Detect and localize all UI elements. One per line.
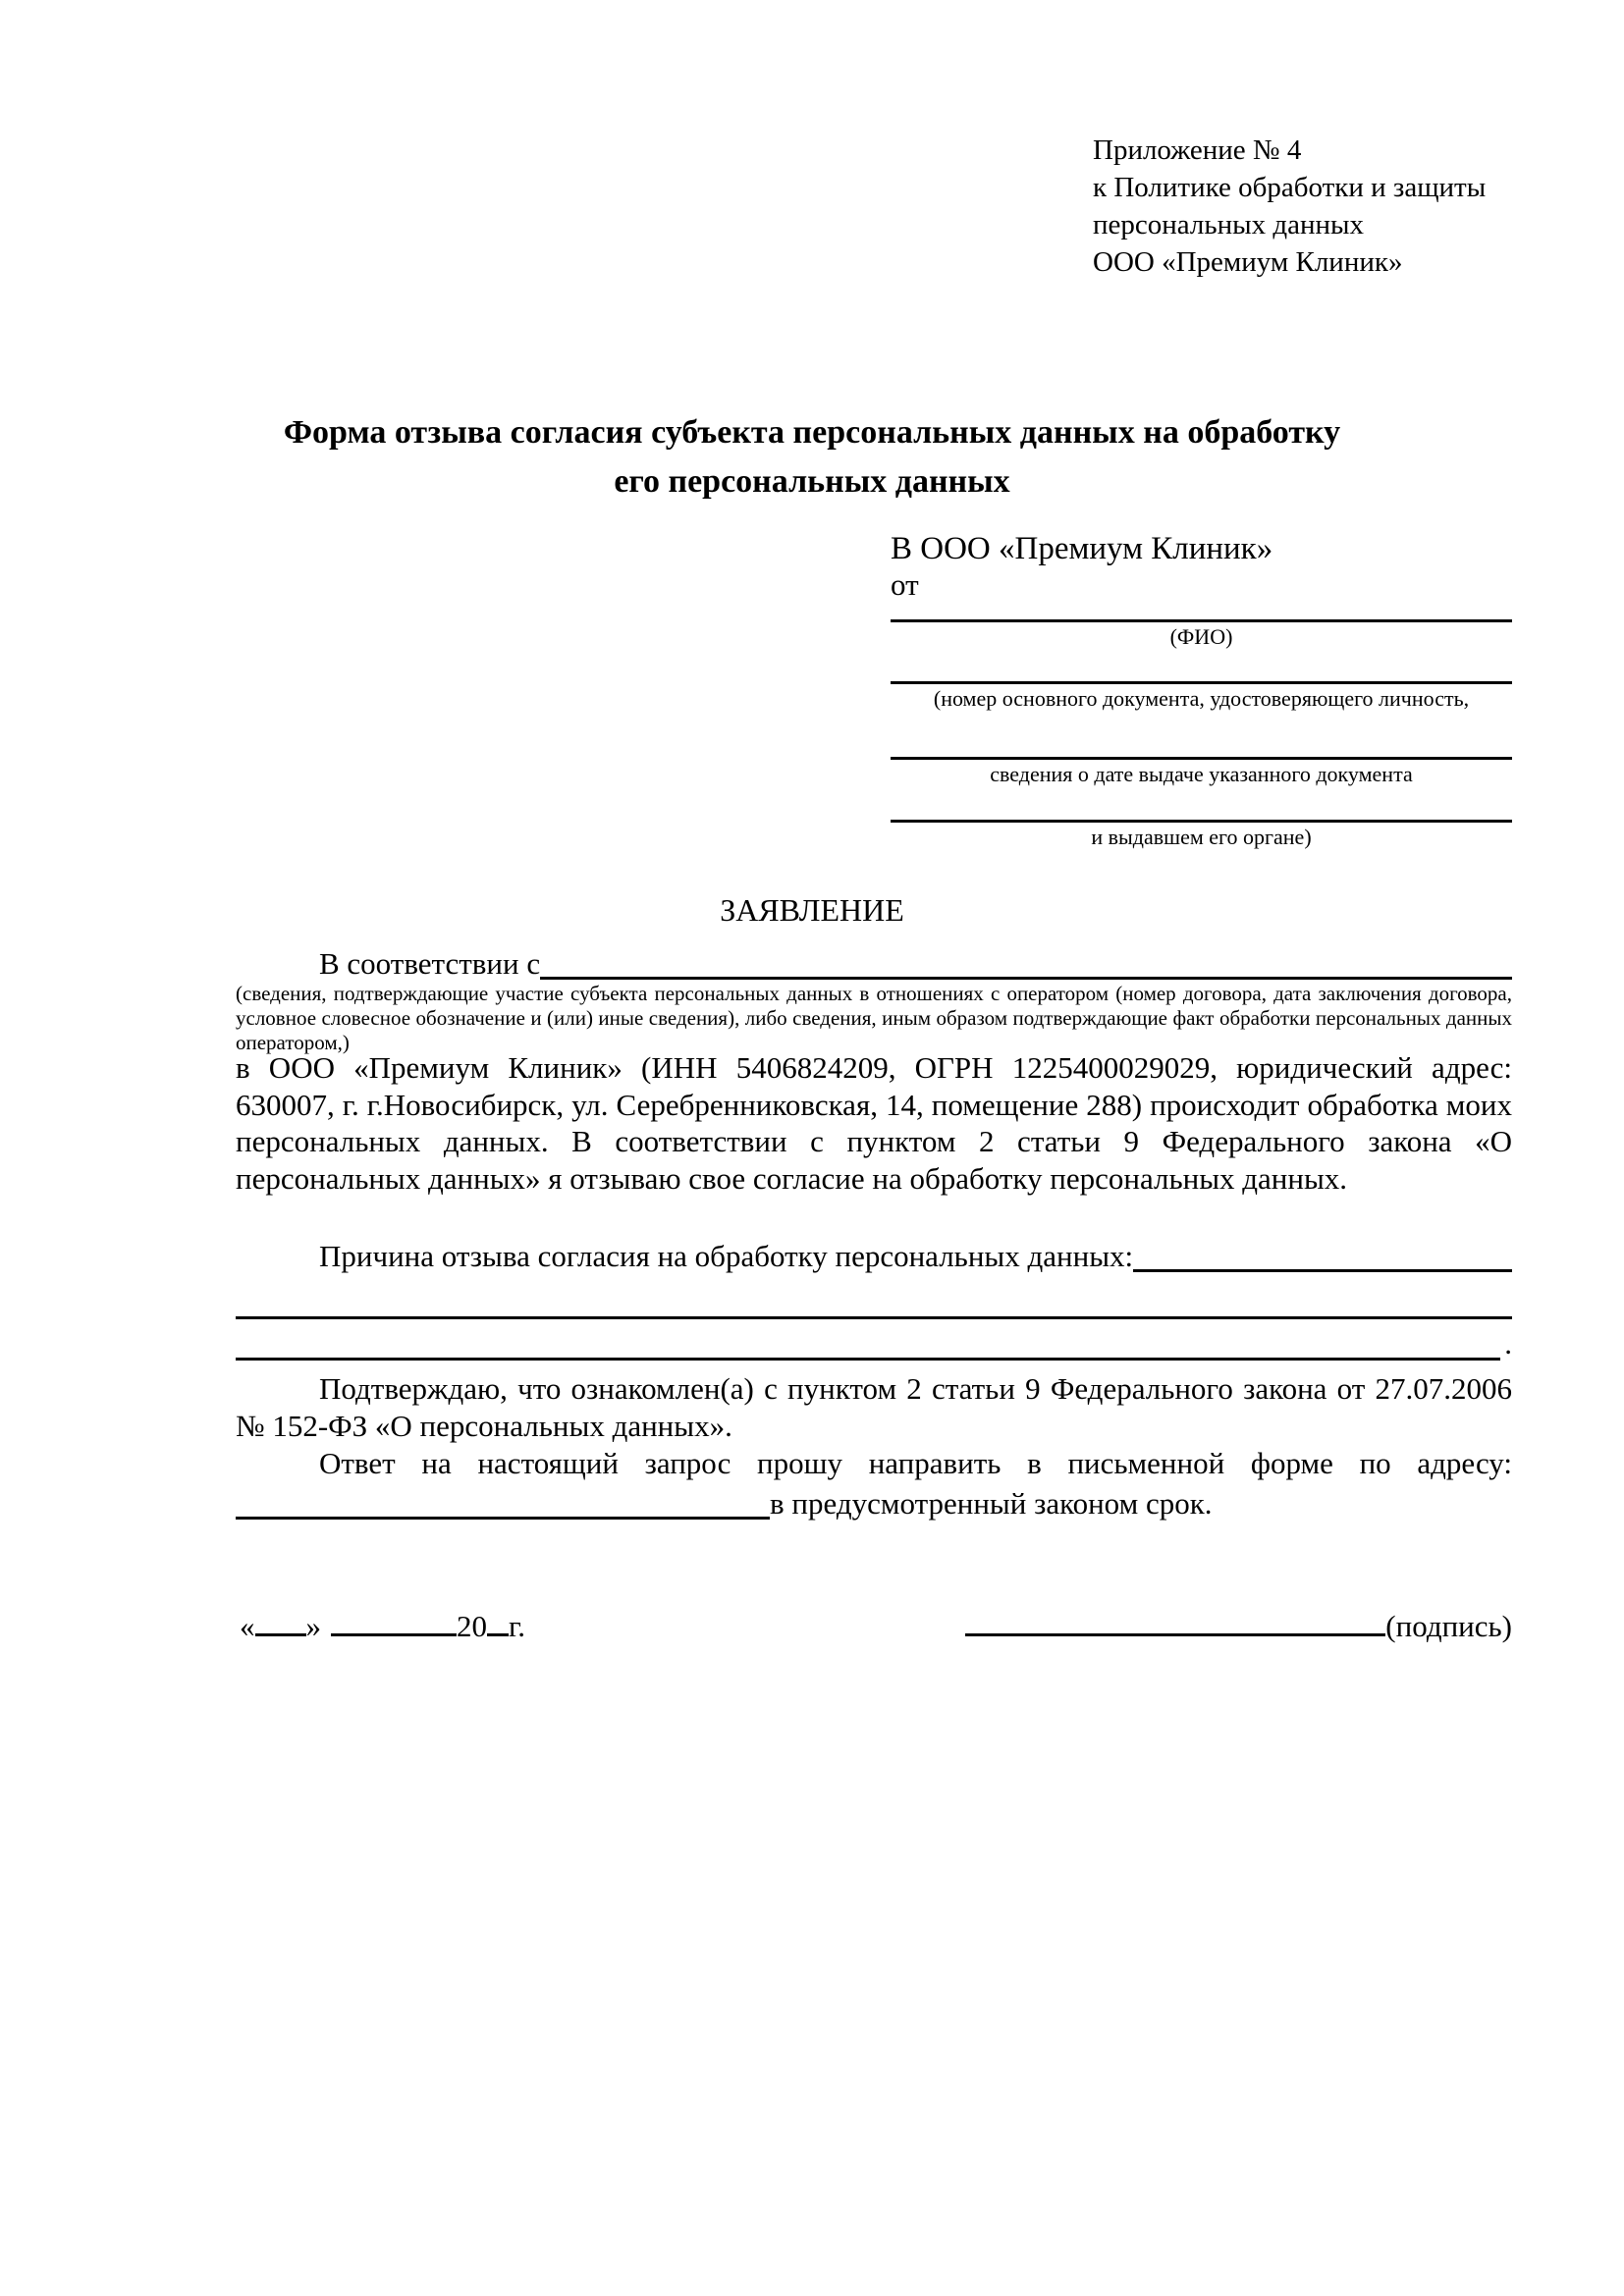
accordance-row — [236, 944, 1512, 984]
year-blank — [487, 1604, 509, 1636]
reply-tail: в предусмотренный законом срок. — [770, 1486, 1213, 1521]
write-in-line-2 — [236, 1327, 1512, 1361]
page-title — [0, 408, 1624, 507]
appendix-line: Приложение № 4 — [1093, 134, 1302, 166]
day-blank — [255, 1604, 306, 1636]
page-title-line: его персональных данных — [614, 463, 1010, 500]
addressee-block — [891, 531, 1512, 849]
statement-heading: ЗАЯВЛЕНИЕ — [720, 892, 904, 928]
signature-blank — [965, 1604, 1385, 1636]
quote-close: » — [305, 1609, 321, 1643]
page-title-line: Форма отзыва согласия субъекта персональных данных на обработку — [283, 414, 1341, 451]
reply-address-row — [236, 1484, 1512, 1523]
quote-open: « — [240, 1609, 255, 1643]
appendix-block — [1093, 132, 1486, 281]
century: 20 — [457, 1609, 487, 1643]
appendix-line: ООО «Премиум Клиник» — [1093, 246, 1403, 278]
reason-blank-line — [1133, 1269, 1512, 1272]
reason-row — [236, 1237, 1512, 1276]
line-terminator: . — [1504, 1326, 1512, 1361]
small-print-note: (сведения, подтверждающие участие субъекта персональных данных в отношениях с оператором (номер договора, дата заключения договора, условное словесное обозначение и (или) иные сведения), либо сведения, иным образом подтверждающие факт обработки персональных данных оператором,) — [236, 982, 1512, 1054]
reply-address-blank — [236, 1517, 770, 1520]
appendix-line: персональных данных — [1093, 209, 1365, 240]
write-in-blank — [236, 1286, 1512, 1319]
appendix-line: к Политике обработки и защиты — [1093, 172, 1487, 203]
signature-line — [965, 1604, 1512, 1645]
fio-caption: (ФИО) — [1169, 624, 1233, 649]
issuing-authority-caption: и выдавшем его органе) — [1091, 825, 1312, 849]
reply-paragraph: Ответ на настоящий запрос прошу направить в письменной форме по адресу: — [319, 1446, 1512, 1480]
body-paragraph: в ООО «Премиум Клиник» (ИНН 5406824209, ОГРН 1225400029029, юридический адрес: 630007, г. г.Новосибирск, ул. Серебренниковская, 14, помещение 288) происходит обработка моих персональных данных. В соответствии с пунктом 2 статьи 9 Федерального закона «О персональных данных» я отзываю свое согласие на обработку персональных данных. — [236, 1050, 1512, 1196]
signature-caption: (подпись) — [1385, 1609, 1512, 1643]
write-in-line-1 — [236, 1286, 1512, 1319]
month-blank — [331, 1604, 457, 1636]
confirm-paragraph: Подтверждаю, что ознакомлен(а) с пунктом 2 статьи 9 Федерального закона от 27.07.2006 № 152-ФЗ «О персональных данных». — [236, 1371, 1512, 1443]
year-suffix: г. — [509, 1609, 525, 1643]
date-line — [236, 1604, 525, 1645]
write-in-blank — [236, 1358, 1500, 1361]
issue-date-caption: сведения о дате выдаче указанного документа — [990, 762, 1413, 786]
accordance-blank-line — [540, 977, 1512, 980]
addressee-from-label: от — [891, 567, 919, 602]
doc-number-caption: (номер основного документа, удостоверяющего личность, — [933, 686, 1470, 711]
addressee-to: В ООО «Премиум Клиник» — [891, 531, 1273, 566]
reason-lead: Причина отзыва согласия на обработку персональных данных: — [319, 1239, 1134, 1273]
accordance-lead: В соответствии с — [319, 946, 541, 981]
footer-row — [236, 1604, 1512, 1645]
